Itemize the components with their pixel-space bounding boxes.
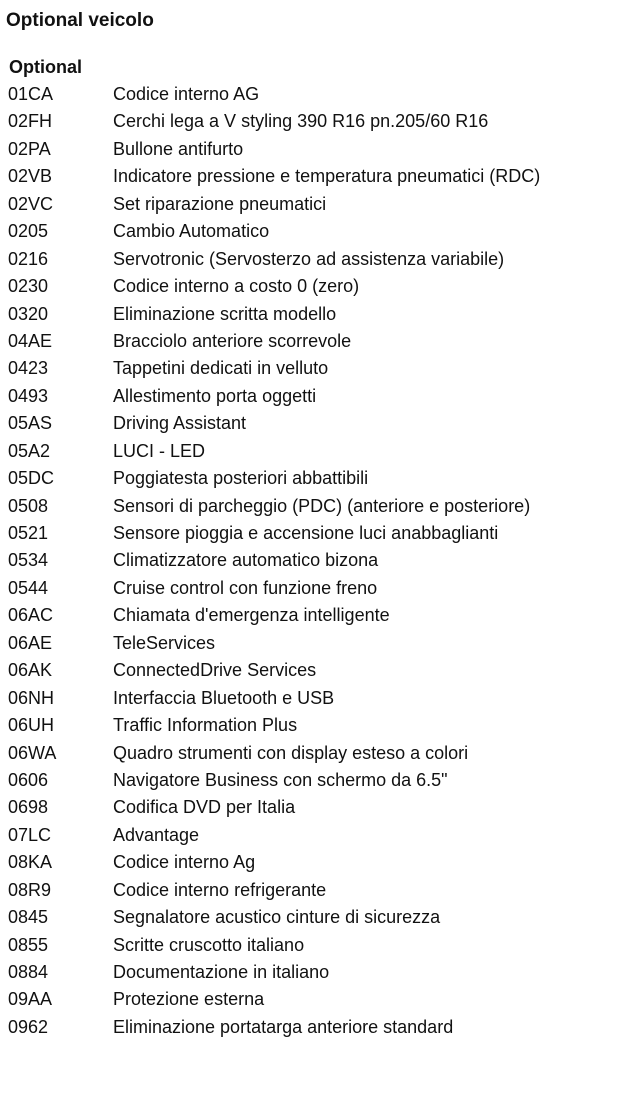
option-code: 02PA bbox=[8, 138, 51, 159]
option-description: Poggiatesta posteriori abbattibili bbox=[113, 468, 369, 489]
option-row bbox=[0, 465, 640, 492]
option-description: Eliminazione portatarga anteriore standard bbox=[113, 1016, 454, 1037]
option-description: Codice interno Ag bbox=[113, 852, 256, 873]
option-description: Sensore pioggia e accensione luci anabbaglianti bbox=[113, 523, 499, 543]
option-description: LUCI - LED bbox=[113, 440, 206, 461]
option-code: 0544 bbox=[8, 577, 49, 598]
option-code: 09AA bbox=[8, 989, 53, 1010]
option-row bbox=[0, 355, 640, 382]
option-row bbox=[0, 438, 640, 465]
option-row bbox=[0, 273, 640, 300]
option-row bbox=[0, 685, 640, 712]
option-code: 0845 bbox=[8, 907, 49, 928]
option-code: 06AK bbox=[8, 660, 53, 681]
option-row bbox=[0, 383, 640, 410]
option-description: Sensori di parcheggio (PDC) (anteriore e posteriore) bbox=[113, 495, 531, 516]
option-description: Interfaccia Bluetooth e USB bbox=[113, 687, 335, 708]
option-code: 0521 bbox=[8, 523, 49, 543]
option-code: 01CA bbox=[8, 84, 54, 104]
option-row bbox=[0, 986, 640, 1013]
option-description: Tappetini dedicati in velluto bbox=[113, 358, 329, 379]
option-description: Allestimento porta oggetti bbox=[113, 385, 317, 406]
option-description: Climatizzatore automatico bizona bbox=[113, 550, 379, 571]
option-row bbox=[0, 602, 640, 629]
option-row bbox=[0, 959, 640, 986]
option-description: Bullone antifurto bbox=[113, 138, 244, 159]
option-row bbox=[0, 520, 640, 547]
option-description: Codice interno refrigerante bbox=[113, 879, 327, 900]
option-description: Chiamata d'emergenza intelligente bbox=[113, 605, 390, 626]
option-row bbox=[0, 1014, 640, 1041]
option-description: Driving Assistant bbox=[113, 413, 247, 434]
option-code: 06WA bbox=[8, 742, 57, 763]
option-row bbox=[0, 877, 640, 904]
option-code: 02VB bbox=[8, 166, 53, 187]
option-code: 02VC bbox=[8, 193, 54, 214]
option-row bbox=[0, 493, 640, 520]
page-title: Optional veicolo bbox=[6, 10, 154, 31]
option-row bbox=[0, 712, 640, 739]
option-description: Codice interno a costo 0 (zero) bbox=[113, 276, 360, 297]
option-code: 04AE bbox=[8, 330, 53, 351]
option-row bbox=[0, 657, 640, 684]
option-code: 05AS bbox=[8, 413, 53, 434]
option-description: Traffic Information Plus bbox=[113, 715, 298, 736]
option-row bbox=[0, 218, 640, 245]
option-description: Cerchi lega a V styling 390 R16 pn.205/60 R16 bbox=[113, 111, 489, 132]
option-row bbox=[0, 108, 640, 135]
option-row bbox=[0, 81, 640, 108]
option-row bbox=[0, 328, 640, 355]
option-row bbox=[0, 575, 640, 602]
options-list bbox=[0, 81, 640, 1041]
option-description: Cambio Automatico bbox=[113, 221, 270, 242]
option-row bbox=[0, 246, 640, 273]
option-description: Quadro strumenti con display esteso a colori bbox=[113, 742, 469, 763]
option-row bbox=[0, 822, 640, 849]
option-row bbox=[0, 932, 640, 959]
option-code: 0534 bbox=[8, 550, 49, 571]
option-description: Advantage bbox=[113, 824, 200, 845]
option-description: Servotronic (Servosterzo ad assistenza variabile) bbox=[113, 248, 505, 269]
option-description: Indicatore pressione e temperatura pneumatici (RDC) bbox=[113, 166, 541, 187]
option-code: 06AE bbox=[8, 632, 53, 653]
option-row bbox=[0, 191, 640, 218]
option-row bbox=[0, 904, 640, 931]
option-code: 0216 bbox=[8, 248, 49, 269]
option-description: Segnalatore acustico cinture di sicurezza bbox=[113, 907, 441, 928]
option-description: TeleServices bbox=[113, 632, 216, 653]
option-description: Eliminazione scritta modello bbox=[113, 303, 337, 324]
option-code: 0606 bbox=[8, 769, 49, 790]
option-code: 0230 bbox=[8, 276, 49, 297]
option-code: 05DC bbox=[8, 468, 55, 489]
option-code: 0205 bbox=[8, 221, 49, 242]
option-description: Codifica DVD per Italia bbox=[113, 797, 296, 818]
option-code: 0884 bbox=[8, 962, 49, 982]
option-description: Codice interno AG bbox=[113, 84, 260, 104]
option-code: 0493 bbox=[8, 385, 49, 406]
option-description: Scritte cruscotto italiano bbox=[113, 934, 305, 955]
option-code: 0698 bbox=[8, 797, 49, 818]
option-row bbox=[0, 740, 640, 767]
option-code: 0508 bbox=[8, 495, 49, 516]
option-row bbox=[0, 849, 640, 876]
option-description: Documentazione in italiano bbox=[113, 962, 330, 982]
option-description: Protezione esterna bbox=[113, 989, 265, 1010]
option-row bbox=[0, 136, 640, 163]
option-code: 08R9 bbox=[8, 879, 52, 900]
option-code: 05A2 bbox=[8, 440, 51, 461]
option-row bbox=[0, 794, 640, 821]
option-description: Bracciolo anteriore scorrevole bbox=[113, 330, 352, 351]
option-code: 07LC bbox=[8, 824, 52, 845]
option-row bbox=[0, 163, 640, 190]
option-row bbox=[0, 547, 640, 574]
option-row bbox=[0, 767, 640, 794]
option-code: 06NH bbox=[8, 687, 55, 708]
section-header: Optional bbox=[9, 57, 82, 77]
option-description: Navigatore Business con schermo da 6.5" bbox=[113, 769, 448, 790]
option-code: 0962 bbox=[8, 1016, 49, 1037]
option-description: Cruise control con funzione freno bbox=[113, 577, 378, 598]
option-code: 02FH bbox=[8, 111, 53, 132]
option-row bbox=[0, 410, 640, 437]
option-code: 0423 bbox=[8, 358, 49, 379]
option-code: 08KA bbox=[8, 852, 53, 873]
option-description: ConnectedDrive Services bbox=[113, 660, 317, 681]
option-code: 06UH bbox=[8, 715, 55, 736]
option-code: 06AC bbox=[8, 605, 54, 626]
option-code: 0320 bbox=[8, 303, 49, 324]
option-row bbox=[0, 630, 640, 657]
option-description: Set riparazione pneumatici bbox=[113, 193, 327, 214]
option-code: 0855 bbox=[8, 934, 49, 955]
option-row bbox=[0, 301, 640, 328]
